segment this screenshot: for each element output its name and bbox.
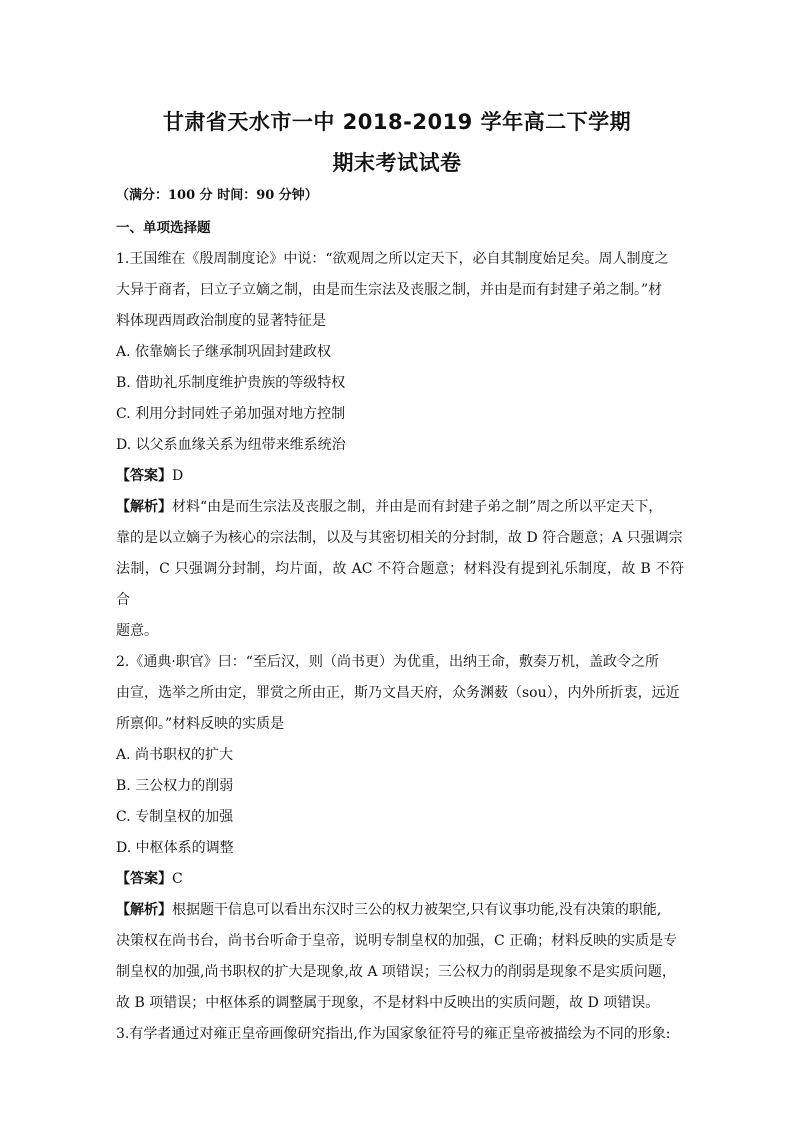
analysis-line: 题意。 (116, 623, 158, 639)
question-stem-line: 料体现西周政治制度的显著特征是 (116, 313, 326, 329)
analysis-line: 法制，C 只强调分封制，均片面，故 AC 不符合题意；材料没有提到礼乐制度，故 B 不符合 (116, 561, 684, 608)
question-content (116, 244, 684, 1050)
analysis-line: 制皇权的加强,尚书职权的扩大是现象,故 A 项错误；三公权力的削弱是现象不是实质问题， (116, 964, 676, 980)
answer-value: C (172, 871, 183, 887)
question-stem-line: 1.王国维在《殷周制度论》中说：“欲观周之所以定天下，必自其制度始足矣。周人制度之 (116, 251, 669, 267)
answer-line (116, 864, 684, 895)
option-c: C. 专制皇权的加强 (116, 809, 234, 825)
question-1 (116, 244, 684, 647)
analysis-line (116, 895, 684, 926)
question-2 (116, 647, 684, 1019)
analysis-line: 靠的是以立嫡子为核心的宗法制，以及与其密切相关的分封制，故 D 符合题意；A 只强调宗 (116, 530, 683, 546)
answer-value: D (172, 468, 184, 484)
option-b: B. 三公权力的削弱 (116, 778, 234, 794)
analysis-label: 【解析】 (116, 902, 172, 918)
section-heading: 一、单项选择题 (116, 220, 211, 236)
question-stem-line: 所禀仰。”材料反映的实质是 (116, 716, 285, 732)
question-stem-line: 大异于商者，曰立子立嫡之制，由是而生宗法及丧服之制，并由是而有封建子弟之制。”材 (116, 282, 663, 298)
question-3 (116, 1019, 684, 1050)
option-d: D. 以父系血缘关系为纽带来维系统治 (116, 437, 346, 453)
analysis-text: 根据题干信息可以看出东汉时三公的权力被架空,只有议事功能,没有决策的职能, (172, 902, 662, 918)
answer-label: 【答案】 (116, 468, 172, 484)
answer-line (116, 461, 684, 492)
option-a: A. 依靠嫡长子继承制巩固封建政权 (116, 344, 332, 360)
question-stem-line: 由宣，选举之所由定，罪赏之所由正，斯乃文昌天府，众务渊薮（sou），内外所折衷，远近 (116, 685, 680, 701)
question-stem-line: 3.有学者通过对雍正皇帝画像研究指出,作为国家象征符号的雍正皇帝被描绘为不同的形象: (116, 1026, 671, 1042)
exam-meta: （满分：100 分 时间：90 分钟） (116, 188, 318, 203)
analysis-line (116, 492, 684, 523)
document-title: 甘肃省天水市一中 2018-2019 学年高二下学期 (162, 110, 632, 134)
option-d: D. 中枢体系的调整 (116, 840, 234, 856)
question-stem-line: 2.《通典·职官》曰：“至后汉，则（尚书更）为优重，出纳王命，敷奏万机，盖政令之所 (116, 654, 659, 670)
analysis-label: 【解析】 (116, 499, 172, 515)
analysis-line: 决策权在尚书台，尚书台听命于皇帝，说明专制皇权的加强，C 正确；材料反映的实质是专 (116, 933, 678, 949)
document-subtitle: 期末考试试卷 (332, 151, 462, 175)
answer-label: 【答案】 (116, 871, 172, 887)
analysis-line: 故 B 项错误；中枢体系的调整属于现象，不是材料中反映出的实质问题，故 D 项错误。 (116, 995, 660, 1011)
analysis-text: 材料“由是而生宗法及丧服之制，并由是而有封建子弟之制”周之所以平定天下， (172, 499, 663, 515)
option-b: B. 借助礼乐制度维护贵族的等级特权 (116, 375, 346, 391)
option-a: A. 尚书职权的扩大 (116, 747, 234, 763)
option-c: C. 利用分封同姓子弟加强对地方控制 (116, 406, 346, 422)
